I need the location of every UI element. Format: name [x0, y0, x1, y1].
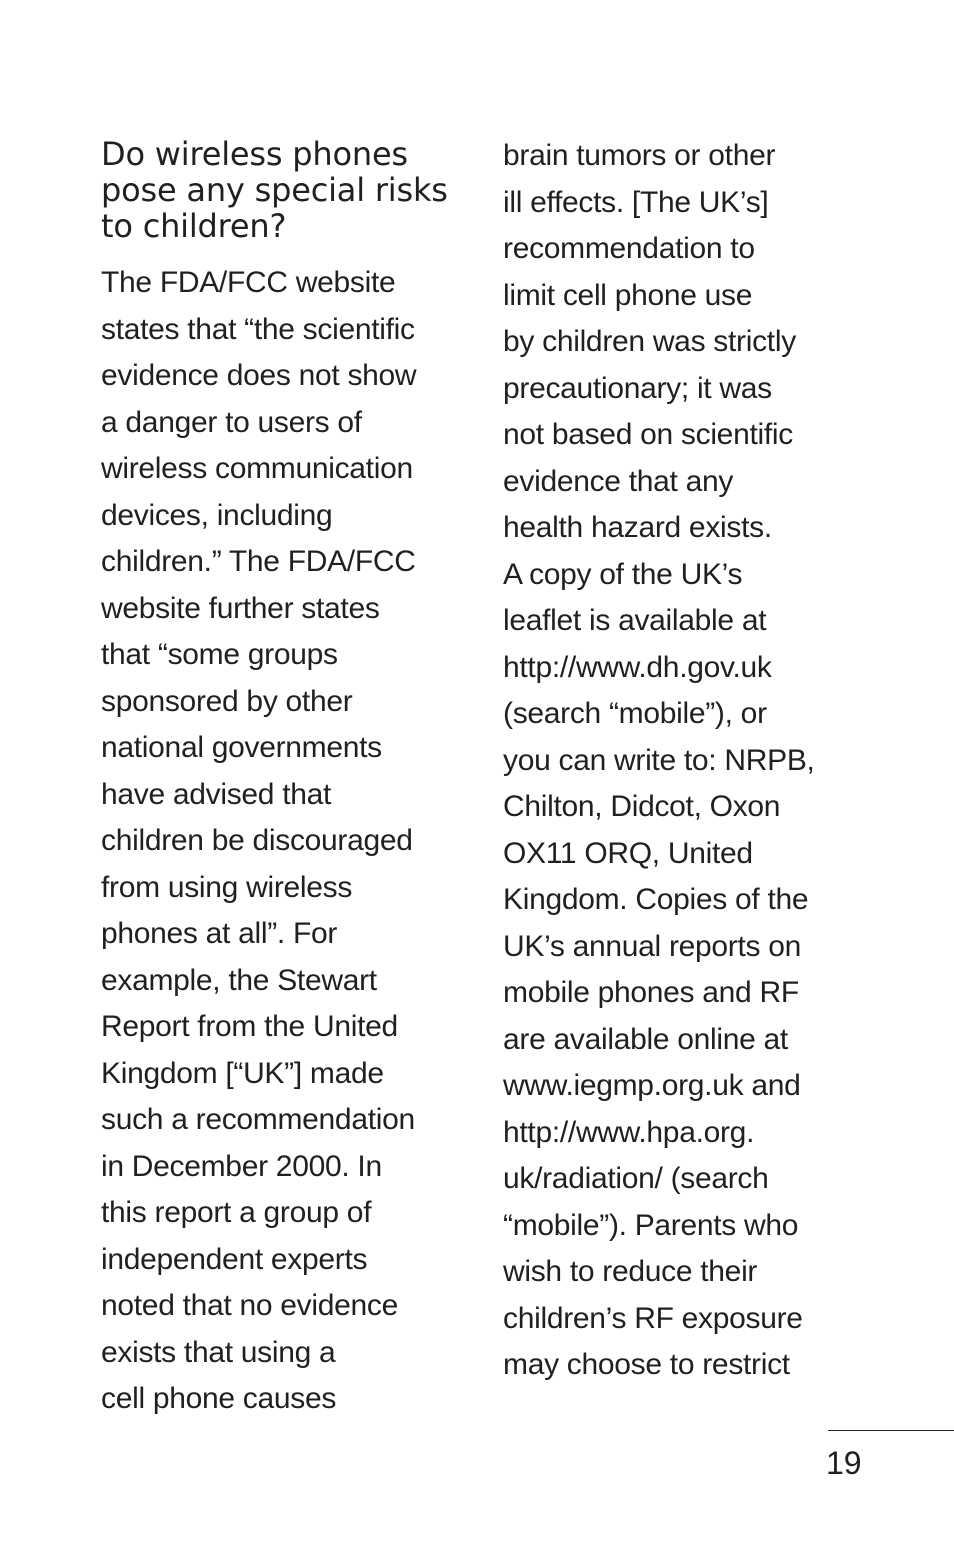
- body-line: wireless communication: [101, 452, 413, 485]
- body-line: example, the Stewart: [101, 963, 377, 997]
- body-line: have advised that: [101, 777, 332, 811]
- body-line: a danger to users of: [101, 405, 362, 439]
- body-line: OX11 ORQ, United: [503, 836, 753, 870]
- body-line: cell phone causes: [101, 1382, 337, 1415]
- body-line: such a recommendation: [101, 1103, 415, 1136]
- body-line: devices, including: [101, 498, 333, 532]
- url-line: uk/radiation/ (search: [503, 1162, 769, 1195]
- body-line: UK’s annual reports on: [503, 929, 802, 963]
- body-line: wish to reduce their: [503, 1255, 758, 1288]
- body-line: Kingdom. Copies of the: [503, 883, 809, 916]
- body-line: leaflet is available at: [503, 604, 767, 637]
- body-line: are available online at: [503, 1022, 788, 1056]
- heading-line: Do wireless phones: [101, 135, 408, 173]
- body-line: children’s RF exposure: [503, 1301, 803, 1335]
- body-line: this report a group of: [101, 1196, 372, 1229]
- body-line: phones at all”. For: [101, 917, 338, 950]
- body-line: “mobile”). Parents who: [503, 1208, 799, 1242]
- body-line: brain tumors or other: [503, 139, 776, 172]
- body-line: evidence does not show: [101, 359, 417, 392]
- heading-line: pose any special risks: [101, 171, 448, 209]
- body-line: you can write to: NRPB,: [503, 743, 815, 777]
- page-number-rule: [828, 1430, 954, 1431]
- body-line: Kingdom [“UK”] made: [101, 1056, 384, 1090]
- left-column: [101, 136, 481, 1423]
- body-line: from using wireless: [101, 870, 353, 904]
- body-line: evidence that any: [503, 464, 734, 498]
- section-heading: [101, 136, 481, 244]
- body-line: children be discouraged: [101, 824, 413, 857]
- right-column: [503, 136, 883, 1389]
- body-line: sponsored by other: [101, 684, 353, 718]
- body-line: ill effects. [The UK’s]: [503, 185, 769, 219]
- right-body-text: [503, 133, 883, 1389]
- body-line: Report from the United: [101, 1010, 398, 1043]
- body-line: that “some groups: [101, 638, 338, 671]
- body-line: recommendation to: [503, 232, 755, 265]
- body-line: The FDA/FCC website: [101, 266, 396, 299]
- body-line: noted that no evidence: [101, 1289, 398, 1322]
- url-line: www.iegmp.org.uk and: [503, 1069, 801, 1102]
- body-line: precautionary; it was: [503, 371, 772, 405]
- body-line: states that “the scientific: [101, 312, 415, 346]
- body-line: by children was strictly: [503, 325, 796, 358]
- url-line: http://www.dh.gov.uk: [503, 650, 772, 684]
- body-line: independent experts: [101, 1242, 368, 1276]
- body-line: health hazard exists.: [503, 511, 772, 544]
- body-line: A copy of the UK’s: [503, 557, 743, 591]
- body-line: mobile phones and RF: [503, 976, 799, 1009]
- url-line: http://www.hpa.org.: [503, 1115, 755, 1149]
- body-line: Chilton, Didcot, Oxon: [503, 790, 781, 823]
- body-line: children.” The FDA/FCC: [101, 545, 416, 578]
- body-line: (search “mobile”), or: [503, 697, 767, 730]
- body-line: may choose to restrict: [503, 1348, 790, 1381]
- body-line: national governments: [101, 731, 382, 764]
- body-line: limit cell phone use: [503, 278, 753, 312]
- body-line: not based on scientific: [503, 418, 793, 451]
- body-line: website further states: [101, 591, 380, 625]
- body-line: in December 2000. In: [101, 1149, 382, 1183]
- page-number: 19: [826, 1445, 862, 1481]
- body-line: exists that using a: [101, 1335, 336, 1369]
- left-body-text: [101, 260, 481, 1423]
- heading-line: to children?: [101, 207, 287, 245]
